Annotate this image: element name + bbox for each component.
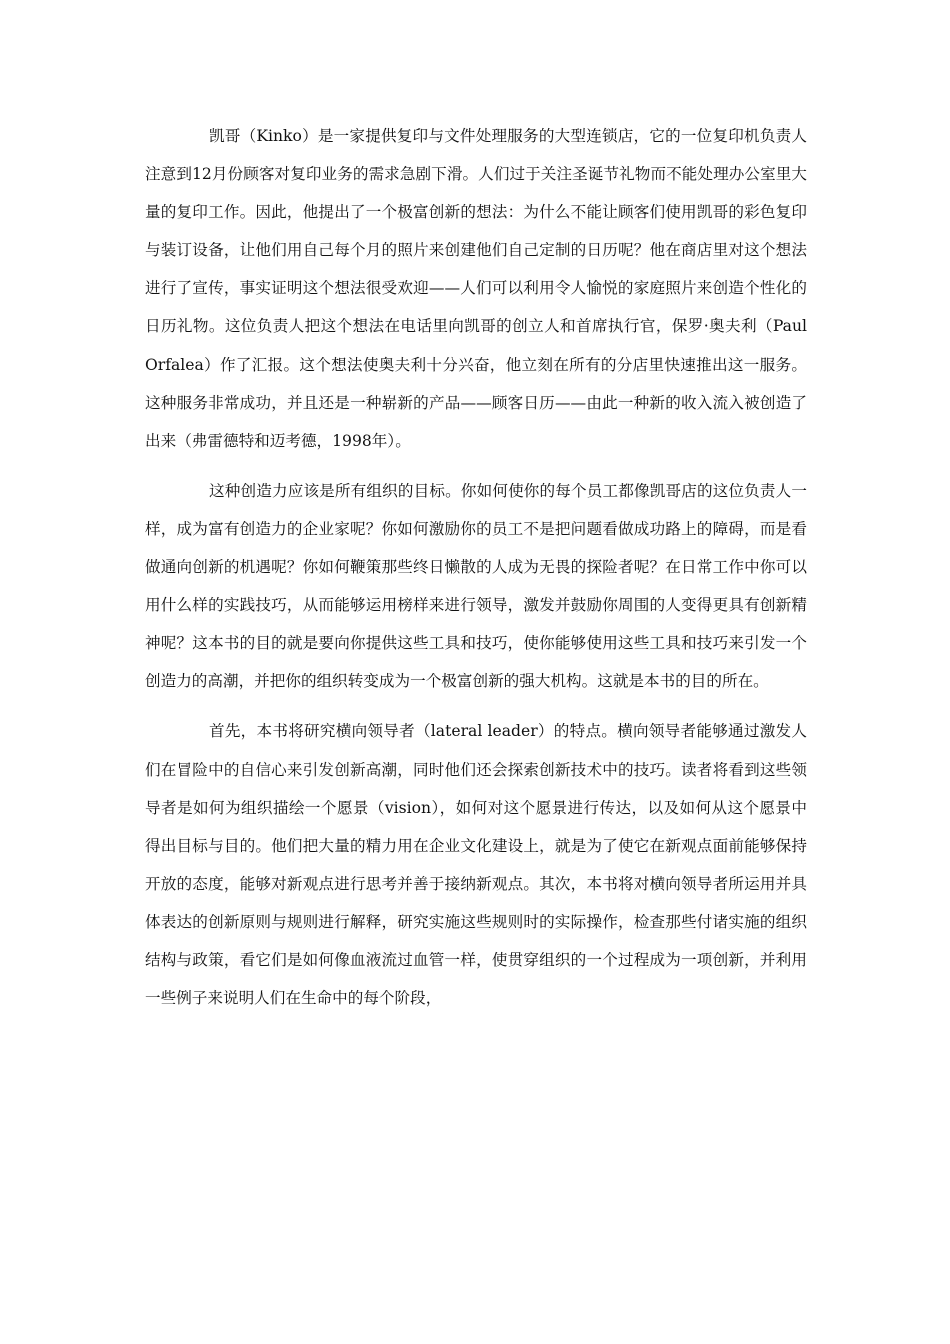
paragraph-2: 这种创造力应该是所有组织的目标。你如何使你的每个员工都像凯哥店的这位负责人一样，成为富有创造力的企业家呢？你如何激励你的员工不是把问题看做成功路上的障碍，而是看做通向创新的机遇呢？你如何鞭策那些终日懒散的人成为无畏的探险者呢？在日常工作中你可以用什么样的实践技巧，从而能够运用榜样来进行领导，激发并鼓励你周围的人变得更具有创新精神呢？这本书的目的就是要向你提供这些工具和技巧，使你能够使用这些工具和技巧来引发一个创造力的高潮，并把你的组织转变成为一个极富创新的强大机构。这就是本书的目的所在。 xyxy=(145,481,807,691)
body-text xyxy=(145,117,807,1017)
paragraph-3: 首先，本书将研究横向领导者（lateral leader）的特点。横向领导者能够通过激发人们在冒险中的自信心来引发创新高潮，同时他们还会探索创新技术中的技巧。读者将看到这些领导者是如何为组织描绘一个愿景（vision），如何对这个愿景进行传达，以及如何从这个愿景中得出目标与目的。他们把大量的精力用在企业文化建设上，就是为了使它在新观点面前能够保持开放的态度，能够对新观点进行思考并善于接纳新观点。其次，本书将对横向领导者所运用并具体表达的创新原则与规则进行解释，研究实施这些规则时的实际操作，检查那些付诸实施的组织结构与政策，看它们是如何像血液流过血管一样，使贯穿组织的一个过程成为一项创新，并利用一些例子来说明人们在生命中的每个阶段， xyxy=(145,722,807,1008)
paragraph-1: 凯哥（Kinko）是一家提供复印与文件处理服务的大型连锁店，它的一位复印机负责人注意到12月份顾客对复印业务的需求急剧下滑。人们过于关注圣诞节礼物而不能处理办公室里大量的复印工作。因此，他提出了一个极富创新的想法：为什么不能让顾客们使用凯哥的彩色复印与装订设备，让他们用自己每个月的照片来创建他们自己定制的日历呢？他在商店里对这个想法进行了宣传，事实证明这个想法很受欢迎——人们可以利用令人愉悦的家庭照片来创造个性化的日历礼物。这位负责人把这个想法在电话里向凯哥的创立人和首席执行官，保罗·奥夫利（Paul Orfalea）作了汇报。这个想法使奥夫利十分兴奋，他立刻在所有的分店里快速推出这一服务。这种服务非常成功，并且还是一种崭新的产品——顾客日历——由此一种新的收入流入被创造了出来（弗雷德特和迈考德，1998年）。 xyxy=(145,127,807,450)
